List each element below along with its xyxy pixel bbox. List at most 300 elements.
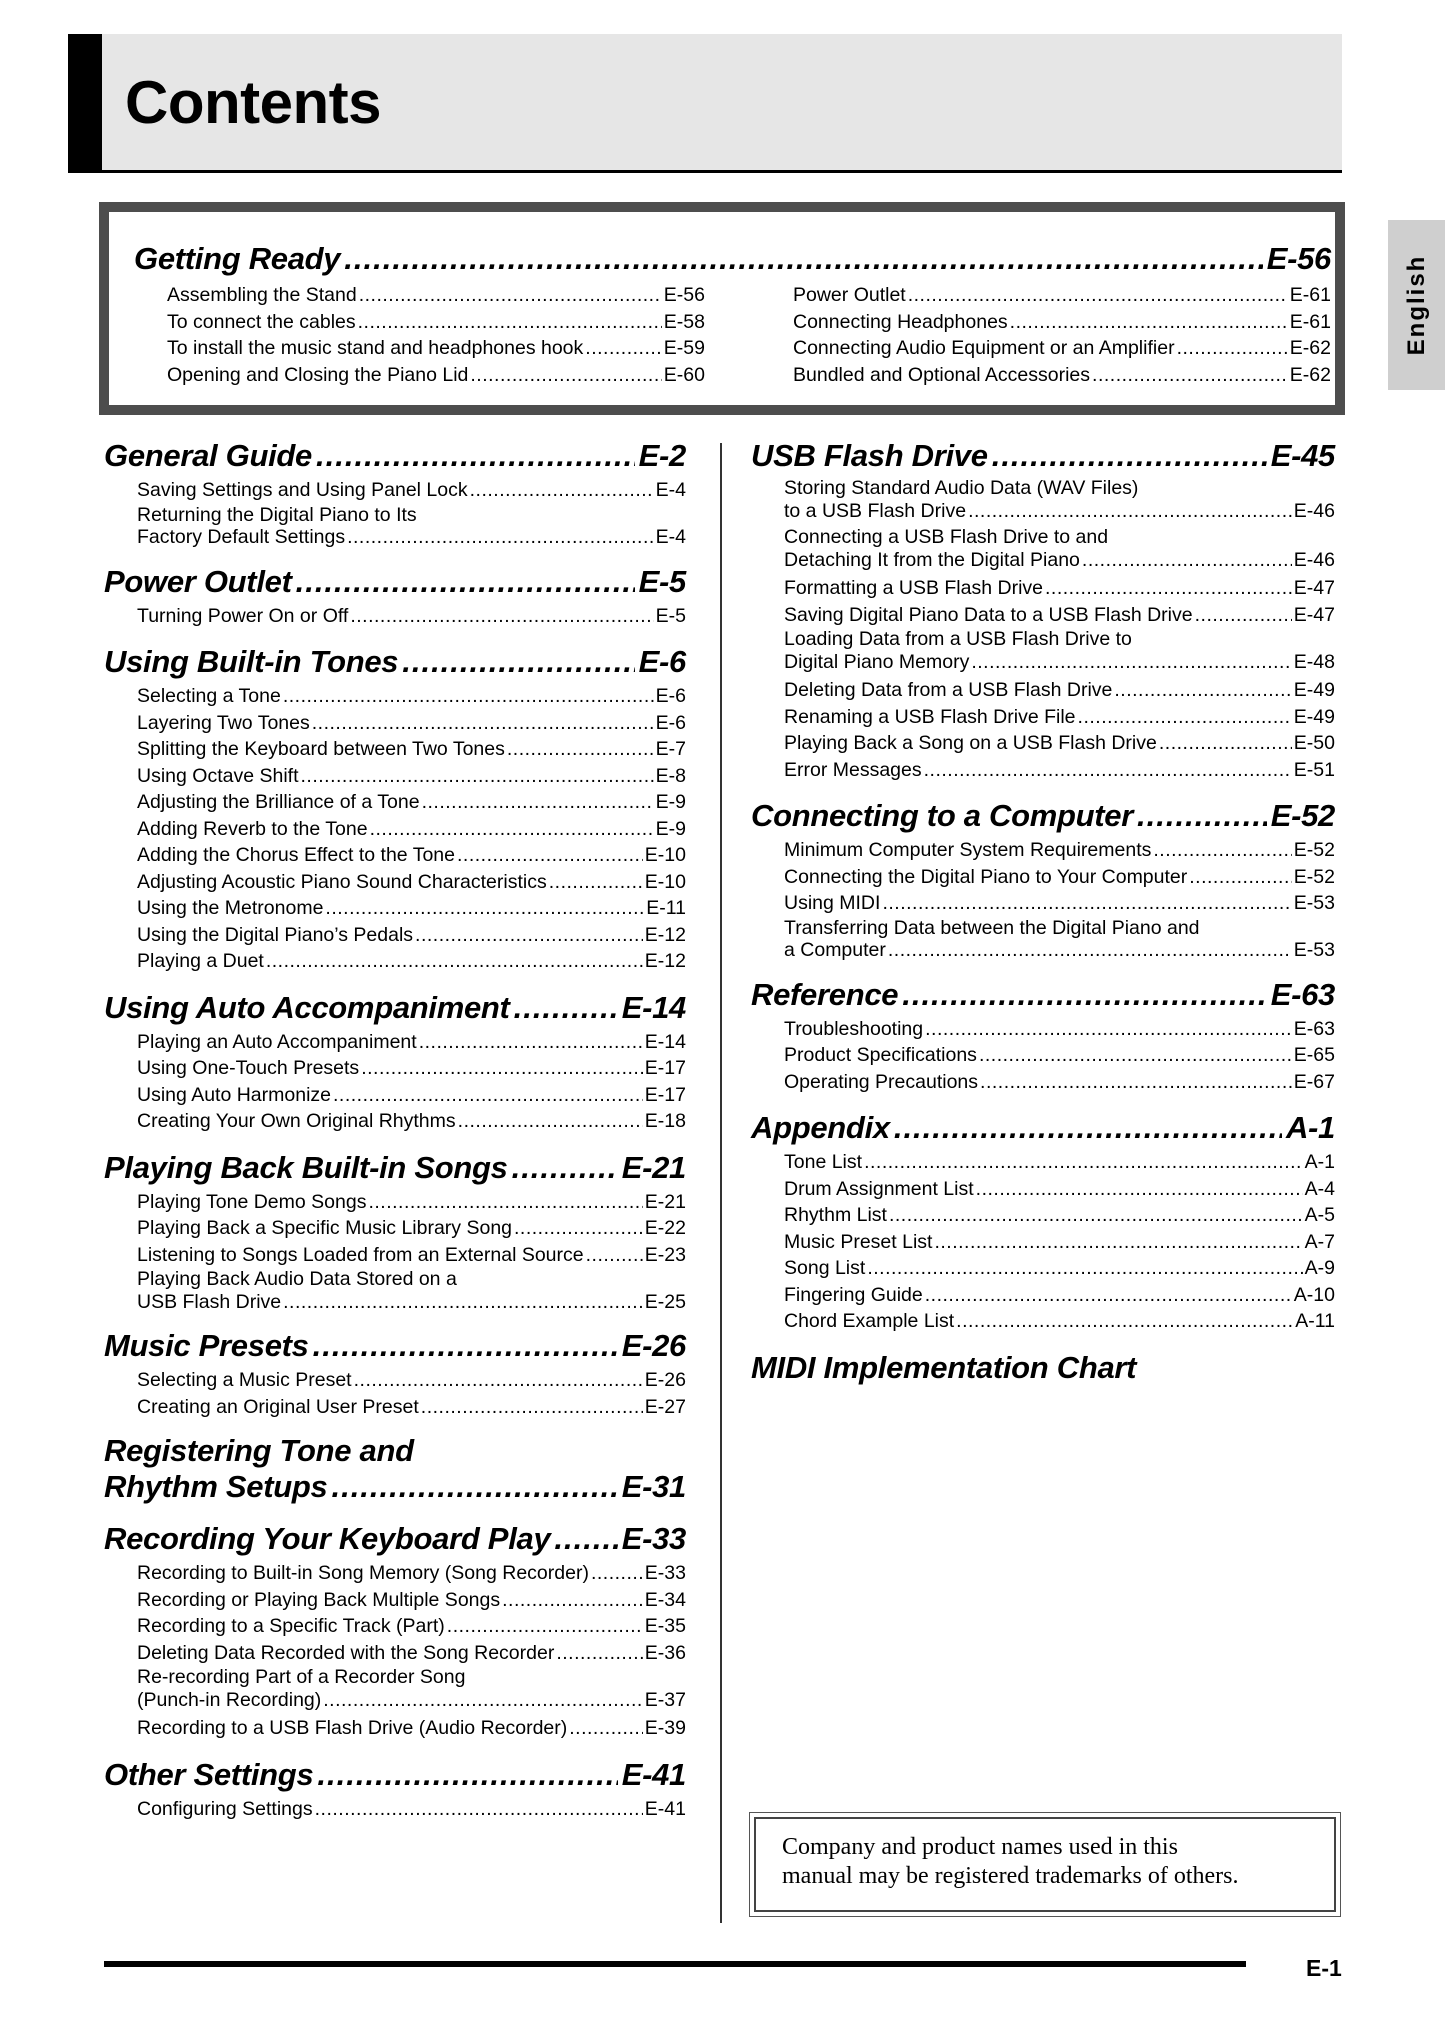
leader-dots — [867, 1255, 1302, 1282]
leader-dots — [968, 500, 1292, 523]
entry-page: E-37 — [644, 1688, 686, 1711]
entry-title: Connecting Headphones — [793, 310, 1008, 333]
toc-entry[interactable] — [784, 1282, 1335, 1309]
section-title: Getting Ready — [134, 241, 341, 276]
toc-section-heading[interactable] — [104, 563, 686, 601]
toc-section — [104, 643, 686, 975]
leader-dots — [419, 1029, 643, 1056]
toc-entry[interactable] — [793, 309, 1331, 336]
leader-dots — [331, 1468, 617, 1506]
section-page: E-33 — [621, 1521, 686, 1556]
entry-title: Error Messages — [784, 758, 922, 781]
trademark-notice-box — [749, 1812, 1341, 1917]
toc-entry[interactable] — [137, 1715, 686, 1742]
toc-entry[interactable] — [137, 869, 686, 896]
toc-entry-list — [751, 837, 1335, 962]
entry-page: E-53 — [1293, 892, 1335, 914]
toc-entry-multiline[interactable] — [784, 477, 1335, 522]
toc-entry[interactable] — [137, 1029, 686, 1056]
entry-title: Deleting Data Recorded with the Song Recorder — [137, 1641, 555, 1664]
notice-line-1: Company and product names used in this — [782, 1834, 1178, 1860]
toc-entry-list — [751, 1149, 1335, 1335]
entry-page: E-6 — [655, 711, 686, 734]
entry-page: E-50 — [1293, 732, 1335, 754]
toc-entry[interactable] — [137, 1613, 686, 1640]
section-title-line1: Registering Tone and — [104, 1433, 414, 1468]
entry-page: E-62 — [1289, 337, 1331, 359]
entry-page: E-10 — [644, 844, 686, 866]
entry-title: USB Flash Drive — [137, 1290, 282, 1313]
leader-dots — [882, 890, 1291, 917]
toc-section-heading[interactable] — [104, 1756, 686, 1794]
entry-title: Product Specifications — [784, 1044, 977, 1066]
leader-dots — [924, 757, 1292, 784]
section-page: E-6 — [638, 644, 686, 679]
toc-entry[interactable] — [784, 1016, 1335, 1043]
column-divider — [720, 443, 722, 1923]
entry-page: E-23 — [644, 1243, 686, 1266]
entry-page: A-5 — [1304, 1204, 1335, 1226]
leader-dots — [1078, 704, 1292, 731]
toc-section — [751, 437, 1335, 783]
toc-entry[interactable] — [784, 500, 1335, 523]
entry-title: Song List — [784, 1257, 866, 1279]
toc-entry[interactable] — [167, 309, 705, 336]
entry-page: E-49 — [1293, 679, 1335, 701]
entry-page: E-4 — [655, 479, 686, 501]
language-tab — [1388, 220, 1445, 390]
leader-dots — [283, 1291, 643, 1314]
entry-page: E-52 — [1293, 865, 1335, 888]
entry-title: Selecting a Music Preset — [137, 1369, 352, 1391]
toc-entry[interactable] — [784, 1255, 1335, 1282]
toc-entry[interactable] — [137, 1215, 686, 1242]
toc-entry[interactable] — [137, 1640, 686, 1667]
entry-page: E-9 — [655, 817, 686, 840]
leader-dots — [976, 1176, 1303, 1203]
entry-page: E-53 — [1293, 939, 1335, 961]
section-page: E-5 — [638, 563, 686, 599]
entry-page: E-17 — [644, 1083, 686, 1106]
entry-title: Recording to a USB Flash Drive (Audio Recorder) — [137, 1717, 568, 1739]
entry-title: Detaching It from the Digital Piano — [784, 548, 1080, 571]
leader-dots — [1137, 797, 1267, 835]
entry-title: Chord Example List — [784, 1310, 955, 1332]
toc-entry-multiline[interactable] — [137, 504, 686, 549]
entry-title: Tone List — [784, 1151, 863, 1173]
leader-dots — [312, 710, 654, 737]
toc-entry[interactable] — [137, 922, 686, 949]
section-title: MIDI Implementation Chart — [751, 1349, 1137, 1385]
entry-title: Playing an Auto Accompaniment — [137, 1030, 417, 1053]
entry-title: Troubleshooting — [784, 1017, 924, 1040]
entry-page: E-52 — [1293, 839, 1335, 861]
toc-section — [751, 797, 1335, 962]
section-title: Reference — [751, 976, 899, 1012]
toc-entry-multiline[interactable] — [137, 1268, 686, 1313]
leader-dots — [370, 816, 654, 843]
toc-entry[interactable] — [137, 1291, 686, 1314]
entry-title: Saving Settings and Using Panel Lock — [137, 479, 468, 501]
toc-entry[interactable] — [137, 1796, 686, 1823]
entry-title: Adjusting Acoustic Piano Sound Characteristics — [137, 870, 547, 893]
entry-title: Formatting a USB Flash Drive — [784, 577, 1043, 599]
leader-dots — [1082, 549, 1292, 572]
leader-dots — [956, 1308, 1293, 1335]
toc-section-heading[interactable] — [751, 1109, 1335, 1147]
toc-entry[interactable] — [793, 362, 1331, 389]
entry-page: A-4 — [1304, 1177, 1335, 1200]
entry-title: (Punch-in Recording) — [137, 1688, 322, 1711]
leader-dots — [502, 1587, 643, 1614]
toc-entry[interactable] — [137, 842, 686, 869]
title-banner — [68, 34, 1342, 173]
toc-entry[interactable] — [137, 789, 686, 816]
leader-dots — [512, 1149, 618, 1187]
entry-title-line1: Connecting a USB Flash Drive to and — [784, 526, 1109, 548]
entry-page: E-34 — [644, 1588, 686, 1611]
entry-page: E-62 — [1289, 363, 1331, 386]
leader-dots — [415, 922, 643, 949]
toc-entry-list — [104, 1560, 686, 1742]
toc-entry[interactable] — [167, 335, 705, 362]
entry-page: E-12 — [644, 923, 686, 946]
entry-title: Rhythm List — [784, 1204, 887, 1226]
entry-page: E-61 — [1289, 310, 1331, 333]
entry-title: Connecting Audio Equipment or an Amplifier — [793, 337, 1175, 359]
toc-entry-list — [104, 1367, 686, 1420]
leader-dots — [347, 526, 654, 549]
toc-entry[interactable] — [784, 939, 1335, 962]
entry-page: E-7 — [655, 738, 686, 760]
entry-page: E-27 — [644, 1395, 686, 1418]
toc-entry[interactable] — [793, 335, 1331, 362]
toc-entry[interactable] — [137, 1587, 686, 1614]
toc-entry[interactable] — [137, 1242, 686, 1269]
leader-dots — [354, 1367, 643, 1394]
toc-entry[interactable] — [137, 1394, 686, 1421]
toc-section-heading[interactable] — [134, 240, 1331, 278]
leader-dots — [585, 335, 662, 362]
leader-dots — [422, 789, 654, 816]
entry-page: E-14 — [644, 1030, 686, 1053]
leader-dots — [457, 842, 643, 869]
leader-dots — [447, 1613, 643, 1640]
entry-title-line1: Storing Standard Audio Data (WAV Files) — [784, 477, 1139, 499]
toc-entry[interactable] — [137, 710, 686, 737]
section-page: E-31 — [621, 1469, 686, 1504]
section-page: E-2 — [638, 438, 686, 473]
notice-line-2: manual may be registered trademarks of others. — [782, 1863, 1239, 1889]
toc-entry[interactable] — [167, 282, 705, 309]
entry-title: a Computer — [784, 939, 886, 961]
leader-dots — [315, 1796, 643, 1823]
leader-dots — [591, 1560, 643, 1587]
leader-dots — [980, 1069, 1292, 1096]
leader-dots — [458, 1108, 643, 1135]
toc-entry[interactable] — [784, 651, 1335, 674]
toc-entry[interactable] — [137, 736, 686, 763]
toc-section-heading[interactable] — [104, 1520, 686, 1558]
entry-page: E-10 — [644, 870, 686, 893]
toc-section — [751, 976, 1335, 1096]
leader-dots — [421, 1394, 643, 1421]
toc-entry[interactable] — [784, 1202, 1335, 1229]
leader-dots — [908, 282, 1288, 309]
toc-entry[interactable] — [137, 1108, 686, 1135]
toc-entry[interactable] — [784, 677, 1335, 704]
entry-page: A-1 — [1304, 1151, 1335, 1173]
toc-section-heading[interactable] — [104, 1468, 686, 1506]
entry-title: Adjusting the Brilliance of a Tone — [137, 791, 420, 813]
leader-dots — [470, 362, 661, 389]
entry-page: E-12 — [644, 950, 686, 972]
leader-dots — [864, 1149, 1303, 1176]
toc-entry-multiline[interactable] — [137, 1666, 686, 1711]
leader-dots — [925, 1282, 1292, 1309]
entry-title: Playing a Duet — [137, 950, 264, 972]
entry-title: Renaming a USB Flash Drive File — [784, 705, 1076, 728]
toc-entry[interactable] — [784, 730, 1335, 757]
toc-entry[interactable] — [137, 763, 686, 790]
leader-dots — [368, 1189, 642, 1216]
section-title: Power Outlet — [104, 563, 292, 599]
toc-entry[interactable] — [784, 1069, 1335, 1096]
entry-title: Playing Back a Song on a USB Flash Drive — [784, 732, 1157, 754]
entry-page: E-26 — [644, 1369, 686, 1391]
toc-section — [751, 1349, 1335, 1387]
leader-dots — [507, 736, 654, 763]
toc-entry[interactable] — [137, 1367, 686, 1394]
leader-dots — [283, 683, 654, 710]
leader-dots — [569, 1715, 643, 1742]
entry-title: Factory Default Settings — [137, 526, 346, 548]
leader-dots — [296, 563, 635, 601]
toc-entry[interactable] — [784, 704, 1335, 731]
toc-entry[interactable] — [784, 757, 1335, 784]
toc-entry-list — [104, 603, 686, 630]
toc-entry[interactable] — [784, 1042, 1335, 1069]
entry-page: A-7 — [1304, 1230, 1335, 1253]
entry-title: Creating Your Own Original Rhythms — [137, 1110, 456, 1132]
entry-page: E-21 — [644, 1190, 686, 1213]
section-title: Other Settings — [104, 1756, 314, 1792]
toc-entry[interactable] — [137, 1560, 686, 1587]
footer-rule — [104, 1961, 1246, 1967]
entry-page: E-46 — [1293, 499, 1335, 522]
leader-dots — [361, 1055, 643, 1082]
section-page: E-21 — [621, 1149, 686, 1185]
section-title: Rhythm Setups — [104, 1469, 328, 1504]
entry-title: Using Octave Shift — [137, 764, 299, 787]
entry-page: E-41 — [644, 1797, 686, 1820]
section-page: E-14 — [621, 989, 686, 1025]
entry-page: E-5 — [655, 604, 686, 627]
toc-section-heading[interactable] — [751, 437, 1335, 475]
toc-section — [104, 1149, 686, 1314]
toc-entry[interactable] — [784, 1149, 1335, 1176]
leader-dots — [1045, 575, 1292, 602]
toc-section — [104, 437, 686, 549]
section-page: E-56 — [1266, 241, 1331, 276]
toc-entry[interactable] — [137, 895, 686, 922]
entry-page: E-17 — [644, 1057, 686, 1079]
toc-entry-list — [104, 477, 686, 549]
entry-title: Adding the Chorus Effect to the Tone — [137, 844, 455, 866]
leader-dots — [889, 1202, 1303, 1229]
toc-entry[interactable] — [137, 1082, 686, 1109]
entry-title: Playing Tone Demo Songs — [137, 1190, 367, 1213]
toc-section-heading[interactable] — [751, 1349, 1335, 1387]
toc-entry[interactable] — [784, 1176, 1335, 1203]
toc-section — [104, 563, 686, 630]
section-title: General Guide — [104, 438, 312, 473]
toc-entry-multiline[interactable] — [784, 628, 1335, 673]
page-title: Contents — [125, 69, 381, 136]
section-page: A-1 — [1285, 1110, 1335, 1145]
leader-dots — [934, 1229, 1302, 1256]
getting-ready-left-list — [167, 282, 705, 388]
entry-title: Bundled and Optional Accessories — [793, 363, 1091, 386]
entry-page: E-9 — [655, 791, 686, 813]
entry-title: Layering Two Tones — [137, 711, 310, 734]
leader-dots — [359, 282, 662, 309]
entry-page: E-47 — [1293, 603, 1335, 626]
entry-page: E-61 — [1289, 284, 1331, 306]
toc-entry-multiline[interactable] — [784, 917, 1335, 962]
entry-page: E-6 — [655, 685, 686, 707]
entry-page: E-46 — [1293, 548, 1335, 571]
entry-page: E-63 — [1293, 1017, 1335, 1040]
toc-section-heading[interactable] — [104, 989, 686, 1027]
leader-dots — [514, 1215, 643, 1242]
toc-entry[interactable] — [137, 816, 686, 843]
toc-entry[interactable] — [784, 575, 1335, 602]
toc-entry[interactable] — [784, 1229, 1335, 1256]
section-title: Connecting to a Computer — [751, 798, 1134, 833]
leader-dots — [325, 895, 644, 922]
leader-dots — [554, 1520, 617, 1558]
entry-title: Drum Assignment List — [784, 1177, 974, 1200]
entry-title: Connecting the Digital Piano to Your Computer — [784, 865, 1188, 888]
entry-page: E-33 — [644, 1562, 686, 1584]
leader-dots — [1177, 335, 1288, 362]
leader-dots — [979, 1042, 1292, 1069]
toc-entry-list — [104, 1029, 686, 1135]
toc-section — [751, 1109, 1335, 1335]
toc-entry[interactable] — [784, 1308, 1335, 1335]
toc-entry-list — [104, 1189, 686, 1314]
entry-page: E-48 — [1293, 650, 1335, 673]
toc-entry-list — [104, 1796, 686, 1823]
entry-title: Turning Power On or Off — [137, 604, 349, 627]
toc-entry[interactable] — [793, 282, 1331, 309]
section-page: E-45 — [1270, 438, 1335, 473]
toc-entry[interactable] — [137, 948, 686, 975]
leader-dots — [586, 1242, 643, 1269]
toc-entry[interactable] — [167, 362, 705, 389]
toc-entry[interactable] — [784, 602, 1335, 629]
entry-page: E-60 — [663, 363, 705, 386]
section-title: Using Built-in Tones — [104, 644, 399, 679]
page-number: E-1 — [1306, 1955, 1342, 1981]
entry-title: Listening to Songs Loaded from an External Source — [137, 1243, 584, 1266]
leader-dots — [358, 309, 662, 336]
toc-entry[interactable] — [137, 1189, 686, 1216]
entry-title: Selecting a Tone — [137, 685, 281, 707]
toc-section-heading[interactable] — [751, 797, 1335, 835]
toc-entry-multiline[interactable] — [784, 526, 1335, 571]
entry-page: E-67 — [1293, 1070, 1335, 1093]
toc-section — [104, 1327, 686, 1420]
toc-section-heading-multiline[interactable] — [104, 1434, 686, 1506]
entry-title: Using Auto Harmonize — [137, 1083, 332, 1106]
entry-page: E-59 — [663, 337, 705, 359]
entry-page: E-36 — [644, 1641, 686, 1664]
entry-title: Using the Metronome — [137, 897, 324, 919]
toc-entry[interactable] — [784, 549, 1335, 572]
leader-dots — [316, 437, 635, 475]
entry-title: Operating Precautions — [784, 1070, 979, 1093]
toc-section-heading[interactable] — [104, 643, 686, 681]
toc-entry-list — [104, 683, 686, 975]
toc-entry[interactable] — [784, 864, 1335, 891]
leader-dots — [1195, 602, 1292, 629]
toc-entry[interactable] — [784, 890, 1335, 917]
entry-page: A-11 — [1295, 1310, 1335, 1332]
toc-section-heading[interactable] — [104, 1149, 686, 1187]
toc-section — [104, 989, 686, 1135]
toc-section-heading[interactable] — [104, 437, 686, 475]
banner-accent-bar — [68, 34, 102, 170]
toc-entry[interactable] — [137, 526, 686, 549]
entry-title: Splitting the Keyboard between Two Tones — [137, 738, 505, 760]
toc-section-heading[interactable] — [104, 1327, 686, 1365]
toc-entry[interactable] — [137, 603, 686, 630]
entry-page: E-39 — [644, 1717, 686, 1739]
toc-entry[interactable] — [137, 1689, 686, 1712]
entry-page: A-9 — [1304, 1257, 1335, 1279]
section-title: Playing Back Built-in Songs — [104, 1149, 508, 1185]
entry-title-line1: Loading Data from a USB Flash Drive to — [784, 628, 1132, 650]
entry-title-line1: Re-recording Part of a Recorder Song — [137, 1666, 466, 1688]
toc-section-heading[interactable] — [751, 976, 1335, 1014]
getting-ready-box — [99, 202, 1345, 415]
toc-entry[interactable] — [137, 1055, 686, 1082]
entry-page: E-51 — [1293, 758, 1335, 781]
entry-title: Using the Digital Piano’s Pedals — [137, 923, 414, 946]
toc-section — [104, 1434, 686, 1506]
entry-page: E-65 — [1293, 1044, 1335, 1066]
entry-page: E-49 — [1293, 705, 1335, 728]
leader-dots — [1159, 730, 1292, 757]
section-page: E-41 — [621, 1756, 686, 1792]
toc-entry[interactable] — [137, 477, 686, 504]
leader-dots — [1153, 837, 1291, 864]
trademark-notice-text — [782, 1833, 1239, 1891]
toc-entry[interactable] — [784, 837, 1335, 864]
toc-entry-list — [751, 477, 1335, 783]
leader-dots — [992, 437, 1267, 475]
toc-entry[interactable] — [137, 683, 686, 710]
entry-title: Fingering Guide — [784, 1283, 923, 1306]
leader-dots — [402, 643, 634, 681]
leader-dots — [470, 477, 654, 504]
leader-dots — [1092, 362, 1288, 389]
entry-page: E-25 — [644, 1290, 686, 1313]
section-page: E-52 — [1270, 798, 1335, 833]
entry-title: Using MIDI — [784, 892, 881, 914]
